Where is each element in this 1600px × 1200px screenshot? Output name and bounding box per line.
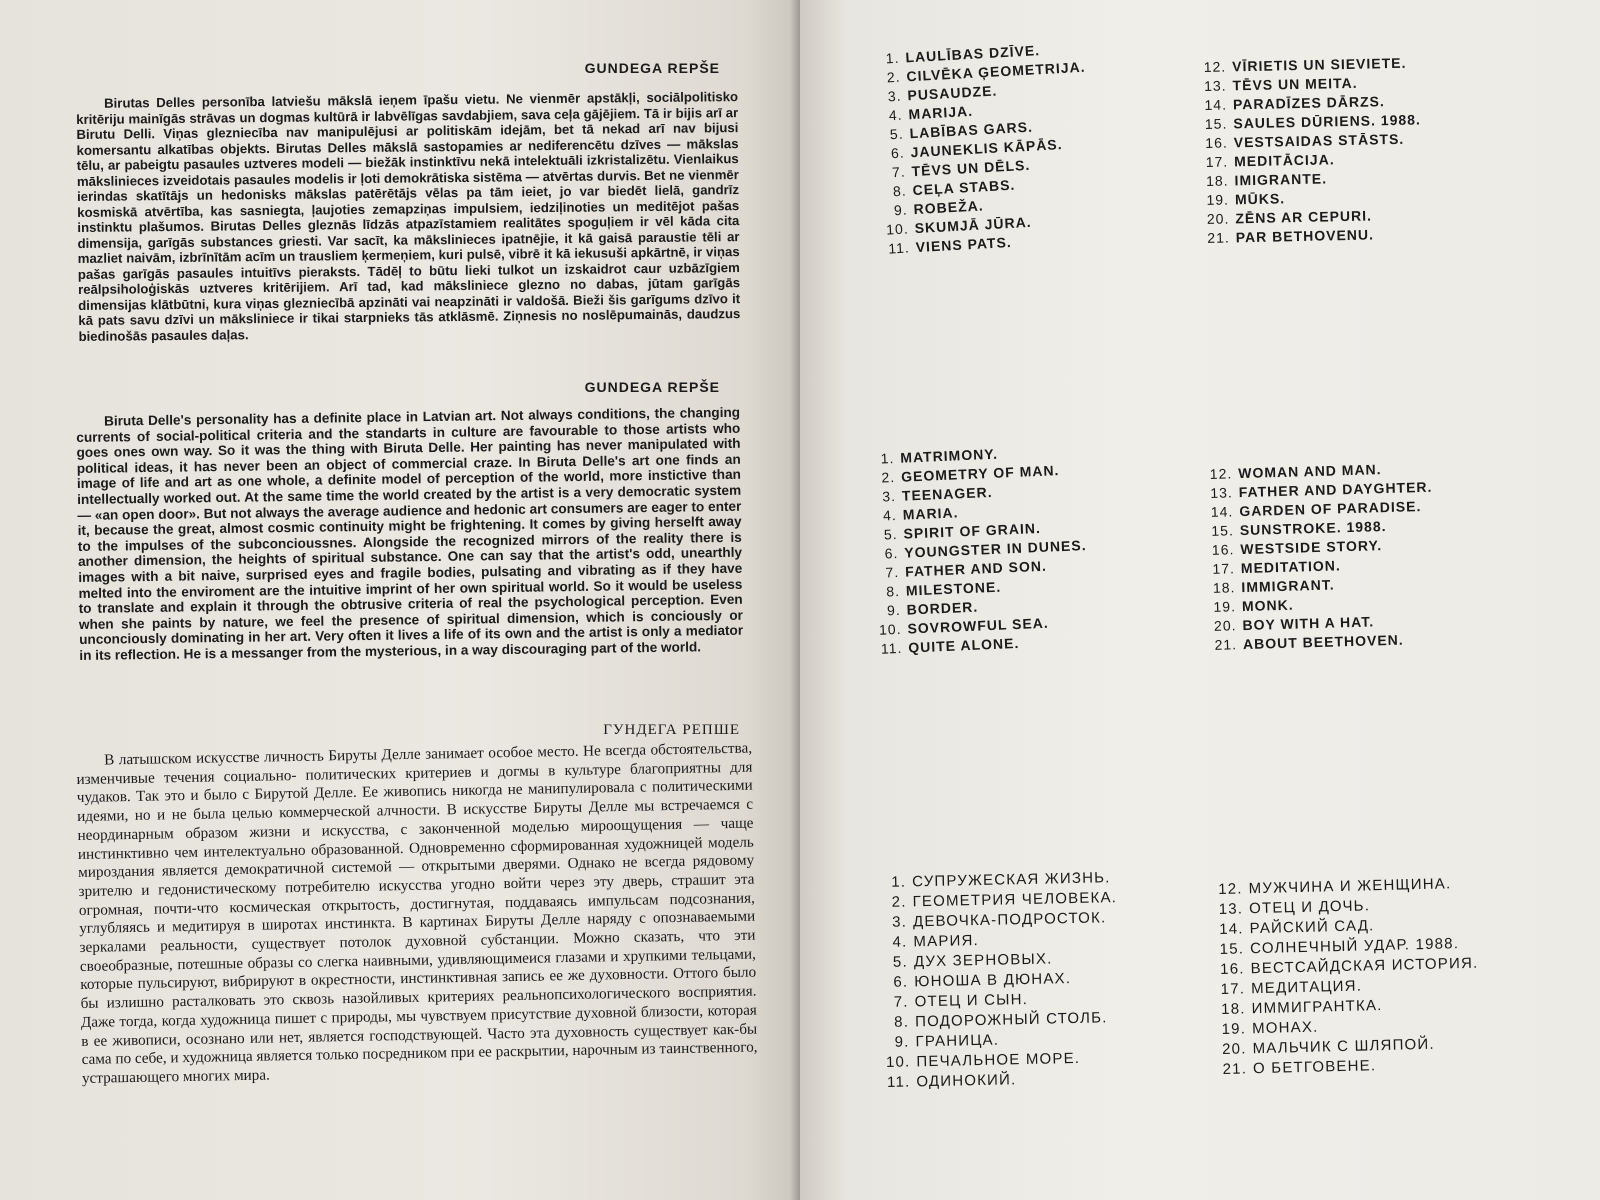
painting-title-text: ДУХ ЗЕРНОВЫХ. [913,950,1053,971]
english-essay [76,405,743,664]
painting-title-text: BORDER. [906,598,979,618]
painting-title-text: VESTSAIDAS STĀSTS. [1233,130,1405,151]
english-titles-col1 [870,441,1091,659]
painting-title-text: ОТЕЦ И ДОЧЬ. [1248,897,1371,918]
painting-number: 5. [883,525,898,543]
painting-number: 12. [1209,465,1233,482]
painting-title-text: SKUMJĀ JŪRA. [914,213,1032,237]
painting-title-text: TĒVS UN DĒLS. [911,156,1031,180]
painting-number: 4. [892,933,908,951]
painting-title-text: MEDITĀCIJA. [1234,151,1335,170]
painting-number: 14. [1219,920,1244,938]
painting-title-text: FATHER AND DAYGHTER. [1238,478,1433,501]
painting-title-text: ПОДОРОЖНЫЙ СТОЛБ. [914,1009,1108,1031]
painting-title-text: PARADĪZES DĀRZS. [1232,93,1385,113]
painting-title-text: PUSAUDZE. [907,82,998,104]
english-essay-text: Biruta Delle's personality has a definite place in Latvian art. Not always conditions, the changing currents of social-political criteria and the standarts in culture are favourable to those artists who goes ones own way. So it was the thing with Biruta Delle. Her painting has never manipulated with political ideas, it has never been an object of commercial craze. In Biruta Delle's art one finds an image of life and art as one whole, a definite model of perception of the world, more instictive than intellectually worked out. At the same time the world created by the artist is a very democratic system — «an open door». But not always the average audience and hedonic art consumers are eager to enter it, because the great, almost cosmic continuity might be frightening. It comes by giving herselft away to the impulses of the subconcioussnes. Alongside the recognized mirrors of the reality there is another dimension, the heights of spiritual substance. One can say that the artist's odd, unearthly images with a bit naive, surprised eyes and fragile bodies, pulsating and vibrating as if they have melted into the enviroment are the intuitive imprint of her own spiritual world. So it would be useless to translate and explain it through the obtrusive criteria of real the psychological perception. Even when she paints by nature, we feel the presence of spiritual dimension, which is conciously or unconciously dominating in her art. Very often it lives a life of its own and the artist is only a mediator in its reflection. He is a messanger from the mysterious, in a way discouraging part of the world. [76,404,744,663]
painting-number: 19. [1213,598,1237,615]
painting-number: 13. [1203,77,1227,94]
painting-title-text: MONK. [1241,596,1294,615]
painting-number: 20. [1213,617,1237,634]
painting-title-text: MARIJA. [908,102,974,123]
painting-title-text: MŪKS. [1234,190,1286,208]
painting-number: 3. [887,87,902,105]
painting-number: 17. [1212,560,1236,577]
painting-number: 6. [884,544,899,562]
painting-number: 16. [1205,134,1228,151]
painting-number: 8. [892,182,908,200]
painting-number: 2. [881,468,896,486]
english-author: GUNDEGA REPŠE [584,379,720,395]
painting-title-text: О БЕТГОВЕНЕ. [1252,1057,1377,1078]
painting-number: 8. [885,582,901,600]
painting-title-text: МАРИЯ. [913,931,980,951]
painting-title-text: TĒVS UN MEITA. [1232,74,1358,94]
painting-title-text: ROBEŽA. [913,197,984,218]
painting-title-text: MEDITATION. [1240,557,1341,577]
painting-number: 10. [878,620,902,638]
painting-title-text: QUITE ALONE. [907,634,1020,656]
russian-essay-text: В латышском искусстве личность Бируты Делле занимает особое место. Не всегда обстоятельства, изменчивые течения социально- политических критериев и догмы в культуре благоприятны для чудаков. Так это и было с Бирутой Делле. Ее живопись никогда не манипулировала с политическими идеями, но и не была целью коммерческой алчности. В искусстве Бируты Делле мы встречаемся с неординарным образом жизни и искусства, с законченной моделью мироощущения — чаще инстинктивно чем интелектуально образованной. Одновременно сформированная художницей модель мироздания является демократичной системой — открытыми дверями. Однако не всегда рядовому зрителю и гедонистическому потребителю искусства угодно войти через эту дверь, страшит эта огромная, почти-что космическая открытость, достигнутая, поддаваясь импульсам подсознания, углубляясь и медитируя в широтах инстинкта. В картинах Бируты Делле наряду с опознаваемыми зеркалами реальности, существует потолок духовной субстанции. Можно сказать, что эти своеобразные, потешные образы со слегка наивными, удивляющимеися глазами и хрупкими тельцами, которые пульсируют, вибрируют в окрестности, инстинктивная запись ее же духовности. Оттого было бы излишно расталковать это сквозь назойливых критериях реальнопсихологического восприятия. Даже тогда, когда художница пишет с природы, мы чувствуем присутствие духовной близости, которая в ее живописи, осознано или нет, является господствующей. Часто эта духовность существует как-бы сама по себе, и художница является только посредником при ее раскрытии, нарочным из таинственного, устрашающего многих мира. [76,739,758,1087]
painting-number: 21. [1222,1060,1248,1078]
painting-number: 10. [885,1053,911,1071]
painting-number: 10. [885,220,910,238]
painting-number: 3. [881,487,897,505]
painting-title-text: ЮНОША В ДЮНАХ. [914,970,1072,991]
painting-number: 15. [1219,940,1245,958]
painting-title-text: WOMAN AND MAN. [1238,461,1382,482]
painting-number: 9. [894,1033,910,1051]
painting-number: 9. [893,201,909,219]
painting-title-text: PAR BETHOVENU. [1235,226,1375,246]
painting-number: 11. [886,1073,911,1091]
painting-title-text: GEOMETRY OF MAN. [900,462,1060,485]
painting-title-text: РАЙСКИЙ САД. [1249,917,1375,938]
painting-number: 17. [1205,153,1229,170]
painting-number: 7. [885,563,900,581]
painting-title-text: МАЛЬЧИК С ШЛЯПОЙ. [1252,1035,1436,1058]
russian-author: ГУНДЕГА РЕПШЕ [603,722,740,738]
painting-number: 1. [880,449,895,467]
painting-number: 3. [891,913,908,931]
painting-title-text: LAULĪBAS DZĪVE. [905,42,1041,66]
russian-essay [76,740,758,1089]
painting-number: 17. [1220,980,1246,998]
painting-title-text: СОЛНЕЧНЫЙ УДАР. 1988. [1249,935,1460,958]
painting-title-text: CILVĒKA ĢEOMETRIJA. [906,58,1086,85]
painting-number: 9. [886,601,902,619]
painting-number: 19. [1206,191,1230,208]
painting-number: 18. [1220,1000,1246,1018]
russian-titles-col2 [1218,874,1481,1080]
painting-number: 12. [1218,880,1243,898]
painting-number: 5. [892,953,909,971]
painting-title-text: SAULES DŪRIENS. 1988. [1233,111,1422,132]
painting-number: 16. [1211,541,1235,558]
painting-number: 18. [1212,579,1236,596]
painting-number: 14. [1204,96,1228,113]
painting-number: 4. [882,506,898,524]
painting-title-text: JAUNEKLIS KĀPĀS. [910,136,1063,161]
painting-number: 8. [894,1013,910,1031]
painting-title-text: GARDEN OF PARADISE. [1239,498,1422,520]
painting-title-text: SPIRIT OF GRAIN. [903,519,1042,542]
painting-number: 1. [885,49,900,67]
english-titles-col2 [1208,459,1437,655]
painting-number: 13. [1218,900,1244,918]
painting-title-text: IMMIGRANT. [1241,576,1335,596]
latvian-titles-col2 [1202,53,1423,248]
painting-number: 11. [880,639,903,657]
latvian-essay [76,89,741,344]
painting-title-text: WESTSIDE STORY. [1240,537,1383,558]
painting-title-text: LABĪBAS GARS. [909,118,1034,142]
painting-number: 2. [886,68,901,86]
painting-number: 7. [891,163,907,181]
painting-number: 20. [1206,210,1230,227]
painting-number: 6. [893,973,909,991]
painting-title-text: МОНАХ. [1251,1018,1319,1038]
painting-number: 5. [889,125,904,143]
painting-title-text: SUNSTROKE. 1988. [1239,518,1387,539]
painting-number: 7. [893,993,909,1011]
painting-title-text: VĪRIETIS UN SIEVIETE. [1232,54,1407,75]
latvian-author: GUNDEGA REPŠE [584,60,720,76]
painting-title-text: ДЕВОЧКА-ПОДРОСТОК. [912,909,1107,931]
painting-title-text: СУПРУЖЕСКАЯ ЖИЗНЬ. [912,869,1111,891]
painting-title-text: BOY WITH A HAT. [1242,613,1375,634]
painting-number: 21. [1207,229,1230,246]
painting-title-text: ИММИГРАНТКА. [1251,997,1383,1018]
painting-number: 2. [891,893,907,911]
painting-number: 21. [1214,636,1238,653]
painting-title-text: МЕДИТАЦИЯ. [1250,977,1363,998]
painting-number: 6. [890,144,906,162]
painting-number: 12. [1203,58,1227,75]
latvian-titles-col1 [875,39,1095,259]
painting-title-text: IMIGRANTE. [1234,170,1328,189]
painting-title-text: ВЕСТСАЙДСКАЯ ИСТОРИЯ. [1250,954,1479,978]
painting-title [886,1068,1121,1093]
painting-number: 14. [1210,503,1234,520]
right-page [800,0,1600,1200]
painting-title-text: MARIA. [902,504,959,523]
painting-number: 16. [1219,960,1245,978]
painting-number: 19. [1221,1020,1247,1038]
painting-title-text: YOUNGSTER IN DUNES. [903,537,1087,561]
painting-title-text: SOVROWFUL SEA. [907,614,1050,637]
painting-title-text: МУЖЧИНА И ЖЕНЩИНА. [1248,875,1452,898]
painting-title-text: VIENS PATS. [915,233,1013,256]
painting-number: 4. [888,106,903,124]
painting-title-text: ZĒNS AR CEPURI. [1235,207,1373,227]
painting-title-text: ГЕОМЕТРИЯ ЧЕЛОВЕКА. [912,889,1118,911]
painting-title-text: CEĻA STABS. [912,176,1016,199]
painting-title-text: MILESTONE. [905,578,1002,599]
painting-title-text: MATRIMONY. [900,445,999,466]
painting-number: 13. [1210,484,1233,501]
painting-number: 20. [1221,1040,1247,1058]
painting-number: 15. [1204,115,1228,132]
painting-title-text: FATHER AND SON. [904,557,1048,580]
painting-title-text: ОТЕЦ И СЫН. [914,990,1029,1011]
painting-title [1206,224,1424,248]
painting-number: 1. [891,873,907,891]
painting-title-text: ABOUT BEETHOVEN. [1242,631,1404,653]
painting-number: 11. [887,239,911,257]
painting-number: 15. [1211,522,1235,539]
painting-title-text: TEENAGER. [901,483,993,504]
painting-number: 18. [1205,172,1229,189]
russian-titles-col1 [882,868,1121,1093]
latvian-essay-text: Birutas Delles personība latviešu mākslā ieņem īpašu vietu. Ne vienmēr apstākļi, sociālpolitisko kritēriju mainīgās strāvas un dogmas kultūrā ir labvēlīgas savdabjiem, sava ceļa gājējiem. Tā ir bijis arī ar Birutu Delli. Viņas glezniecība nav manipulējusi ar politiskām idejām, bet tā nekad arī nav bijusi komersantu alkatības objekts. Birutas Delles mākslā sastopamies ar nediferencētu dzīves — mākslas tēlu, ar pabeigtu pasaules uztveres modeli — biežāk instinktīvu nekā intelektuāli izkristalizētu. Vienlaikus mākslinieces izveidotais pasaules modelis ir ļoti demokrātiska sistēma — atvērtas durvis. Bet ne vienmēr ierindas skatītājs un hedonisks mākslas patērētājs vēlas pa tām ieiet, jo var biedēt lielā, gandrīz kosmiskā atvērtība, kas sasniegta, ļaujoties zemapziņas impulsiem, iedziļinoties un meditējot pašas instinktu plašumos. Birutas Delles gleznās līdzās atpazīstamiem realitātes spoguļiem ir vēl kāda cita dimensija, garīgās substances griesti. Var sacīt, ka mākslinieces ipatnējie, it kā gaisā paraustie tēli ar mazliet naivām, izbrīnītām acīm un trausliem ķermeņiem, kuri pulsē, vibrē it kā iekusuši apkārtnē, ir viņas pašas garīgās pasaules intuitīvs pieraksts. Tādēļ to būtu lieki tulkot un izskaidrot caur uzbāzīgiem reālpsiholoģiskās uztveres kritērijiem. Arī tad, kad māksliniece glezno no dabas, jūtam garīgās dimensijas klātbūtni, kura viņas glezniecībā apzināti vai neapzināti ir valdošā. Bieži šis garīgums dzīvo it kā pats savu dzīvi un māksliniece ir tikai starpnieks tās atklāsmē. Ziņnesis no noslēpumainās, daudzus biedinošās pasaules daļas. [76,89,741,344]
painting-title-text: ПЕЧАЛЬНОЕ МОРЕ. [916,1049,1081,1071]
painting-title-text: ГРАНИЦА. [915,1031,1000,1051]
painting-title-text: ОДИНОКИЙ. [916,1071,1017,1091]
